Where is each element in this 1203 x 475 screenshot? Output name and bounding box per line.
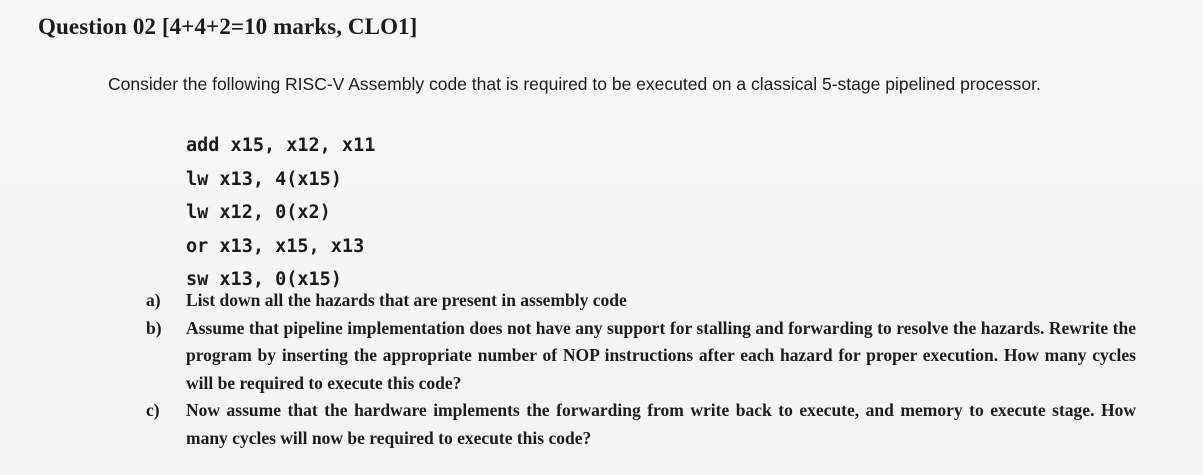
code-line: lw x13, 4(x15) bbox=[186, 168, 342, 190]
code-line: or x13, x15, x13 bbox=[186, 235, 365, 257]
code-line: lw x12, 0(x2) bbox=[186, 202, 331, 223]
part-marker: b) bbox=[146, 317, 162, 338]
part-text: Now assume that the hardware implements the forwarding from write back to execute, and memory to execute stage. How many cycles will now be required to execute this code? bbox=[186, 400, 1136, 448]
question-parts-list bbox=[146, 287, 1136, 452]
question-intro: Consider the following RISC-V Assembly code that is required to be executed on a classical 5-stage pipelined processor. bbox=[108, 74, 1041, 94]
part-text: List down all the hazards that are present in assembly code bbox=[186, 290, 627, 310]
part-text: Assume that pipeline implementation does not have any support for stalling and forwarding to resolve the hazards. Rewrite the program by inserting the appropriate number of NOP instructions after each hazard for proper execution. How many cycles will be required to execute this code? bbox=[186, 317, 1136, 393]
question-part-a bbox=[146, 287, 1136, 315]
question-part-c bbox=[146, 397, 1136, 452]
code-line: sw x13, 0(x15) bbox=[186, 269, 342, 290]
question-title: Question 02 [4+4+2=10 marks, CLO1] bbox=[38, 14, 418, 39]
part-marker: a) bbox=[146, 290, 161, 310]
assembly-code-block bbox=[186, 129, 375, 297]
code-line: add x15, x12, x11 bbox=[186, 135, 376, 156]
question-part-b bbox=[146, 315, 1136, 398]
part-marker: c) bbox=[146, 400, 160, 420]
